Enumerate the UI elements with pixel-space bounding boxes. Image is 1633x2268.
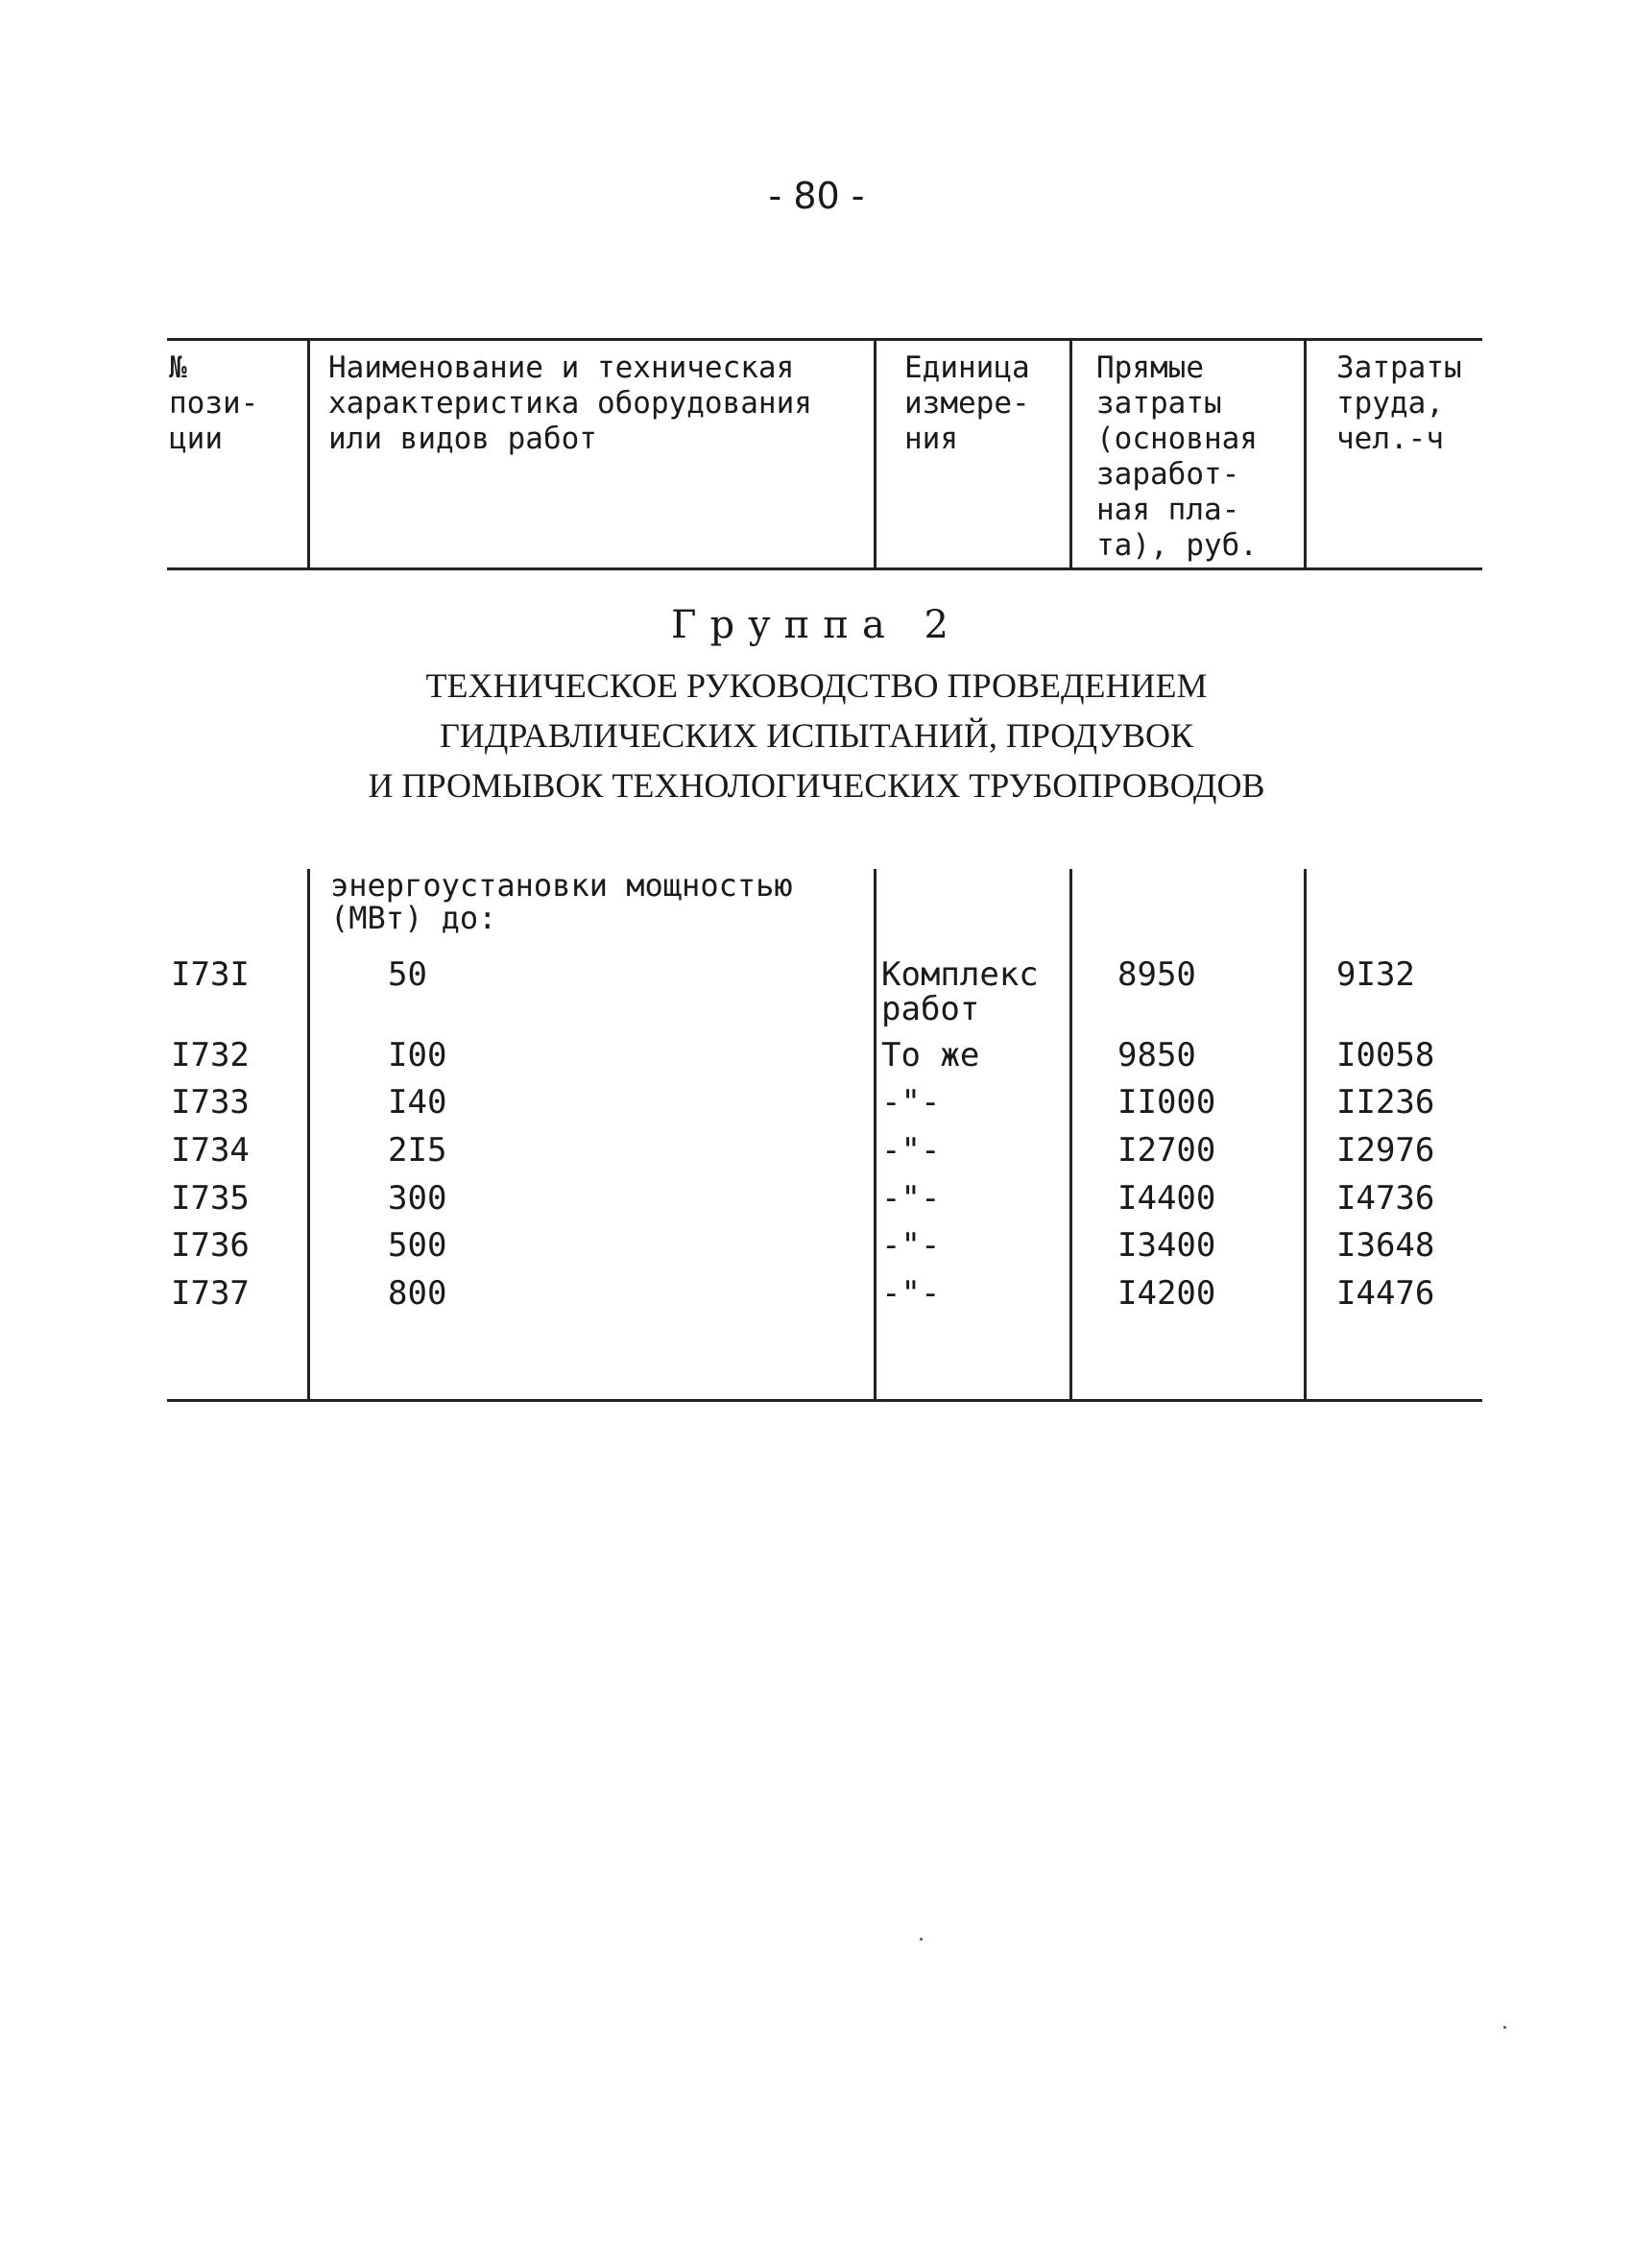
position-cell: I73I bbox=[171, 955, 250, 994]
position-cell: I734 bbox=[171, 1131, 250, 1170]
position-cell: I737 bbox=[171, 1274, 250, 1313]
unit-cell: -"- bbox=[881, 1179, 941, 1218]
direct-costs-cell: 9850 bbox=[1117, 1036, 1196, 1074]
page-number: - 80 - bbox=[768, 175, 865, 217]
unit-cell: -"- bbox=[881, 1131, 941, 1170]
name-cell: 800 bbox=[388, 1274, 447, 1313]
position-cell: I736 bbox=[171, 1226, 250, 1265]
scan-speck bbox=[1503, 2026, 1506, 2029]
position-cell: I732 bbox=[171, 1036, 250, 1074]
labor-costs-cell: I2976 bbox=[1336, 1131, 1435, 1170]
table-subheading: энергоустановки мощностью (МВт) до: bbox=[330, 867, 793, 936]
column-divider bbox=[1069, 341, 1072, 567]
data-table bbox=[167, 869, 1482, 1402]
column-divider bbox=[874, 869, 877, 1399]
labor-costs-cell: I0058 bbox=[1336, 1036, 1435, 1074]
column-divider bbox=[307, 341, 310, 567]
position-cell: I735 bbox=[171, 1179, 250, 1218]
name-cell: 50 bbox=[388, 955, 427, 994]
name-cell: 300 bbox=[388, 1179, 447, 1218]
header-unit: Единица измере- ния bbox=[904, 350, 1030, 456]
direct-costs-cell: 8950 bbox=[1117, 955, 1196, 994]
unit-cell: То же bbox=[881, 1036, 980, 1074]
scan-speck bbox=[920, 1938, 923, 1941]
labor-costs-cell: I3648 bbox=[1336, 1226, 1435, 1265]
direct-costs-cell: I3400 bbox=[1117, 1226, 1216, 1265]
header-direct-costs: Прямые затраты (основная заработ- ная пла- та), руб. bbox=[1096, 350, 1258, 563]
unit-cell: -"- bbox=[881, 1274, 941, 1313]
header-name: Наименование и техническая характеристика оборудования или видов работ bbox=[328, 350, 812, 456]
name-cell: 2I5 bbox=[388, 1131, 447, 1170]
labor-costs-cell: II236 bbox=[1336, 1083, 1435, 1122]
unit-cell: -"- bbox=[881, 1226, 941, 1265]
header-position-number: № пози- ции bbox=[169, 350, 259, 456]
group-title: Группа 2 bbox=[671, 603, 962, 647]
column-divider bbox=[1069, 869, 1072, 1399]
column-divider bbox=[1304, 341, 1307, 567]
direct-costs-cell: I4200 bbox=[1117, 1274, 1216, 1313]
table-header bbox=[167, 338, 1482, 570]
header-labor-costs: Затраты труда, чел.-ч bbox=[1336, 350, 1462, 456]
name-cell: I40 bbox=[388, 1083, 447, 1122]
name-cell: I00 bbox=[388, 1036, 447, 1074]
labor-costs-cell: I4476 bbox=[1336, 1274, 1435, 1313]
column-divider bbox=[307, 869, 310, 1399]
labor-costs-cell: 9I32 bbox=[1336, 955, 1415, 994]
name-cell: 500 bbox=[388, 1226, 447, 1265]
column-divider bbox=[874, 341, 877, 567]
column-divider bbox=[1304, 869, 1307, 1399]
section-title: ТЕХНИЧЕСКОЕ РУКОВОДСТВО ПРОВЕДЕНИЕМ ГИДРАВЛИЧЕСКИХ ИСПЫТАНИЙ, ПРОДУВОК И ПРОМЫВОК ТЕХНОЛОГИЧЕСКИХ ТРУБОПРОВОДОВ bbox=[368, 666, 1265, 805]
direct-costs-cell: I4400 bbox=[1117, 1179, 1216, 1218]
labor-costs-cell: I4736 bbox=[1336, 1179, 1435, 1218]
unit-cell: -"- bbox=[881, 1083, 941, 1122]
direct-costs-cell: I2700 bbox=[1117, 1131, 1216, 1170]
unit-cell: Комплекс работ bbox=[881, 955, 1039, 1028]
position-cell: I733 bbox=[171, 1083, 250, 1122]
direct-costs-cell: II000 bbox=[1117, 1083, 1216, 1122]
